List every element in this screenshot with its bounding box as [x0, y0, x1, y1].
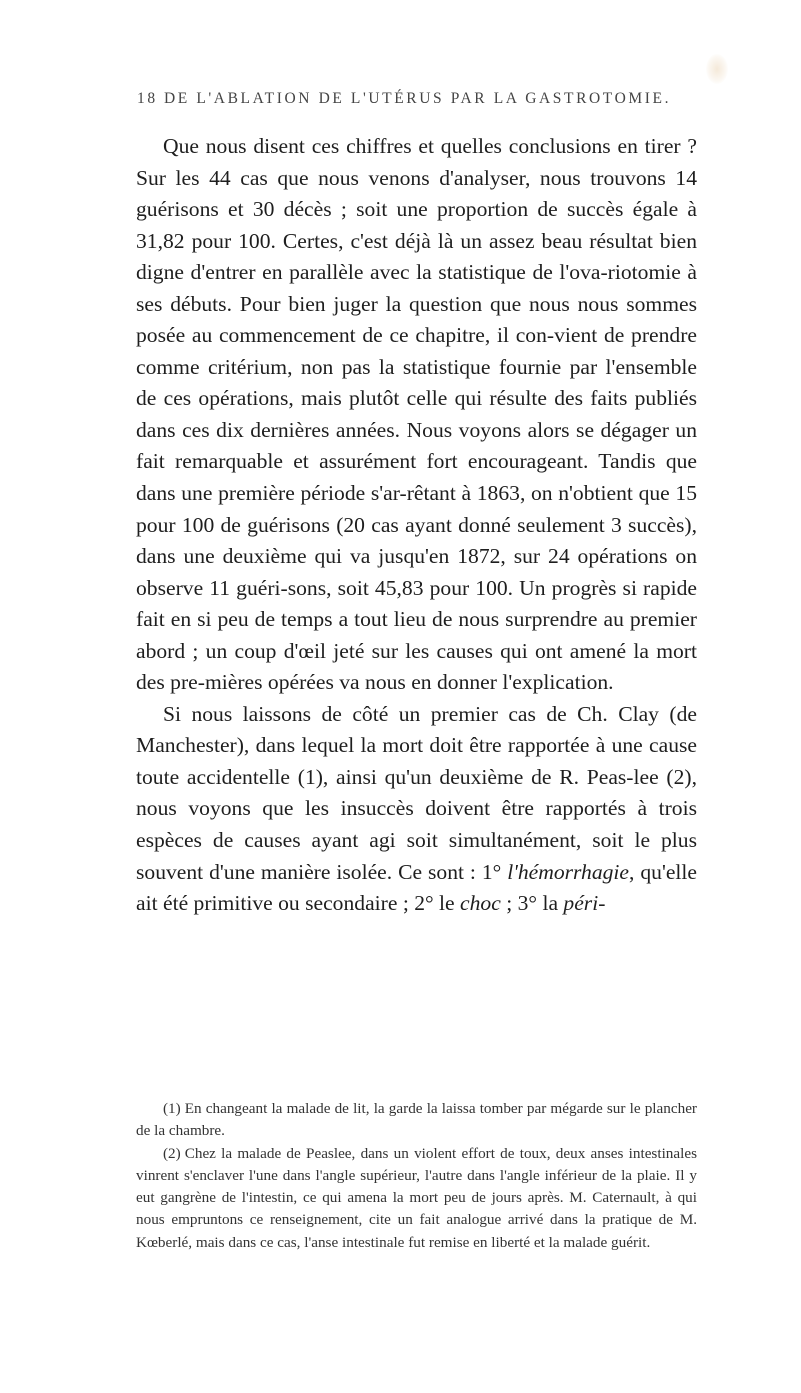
page-number: 18	[137, 90, 158, 107]
footnote-text: Chez la malade de Peaslee, dans un violent effort de toux, deux anses intestinales vinrent s'enclaver l'une dans l'angle supérieur, l'autre dans l'angle inférieur de la plaie. Il y eut gangrène de l'intestin, ce qui amena la mort peu de jours après. M. Caternault, à qui nous empruntons ce renseignement, cite un fait analogue arrivé dans la pratique de M. Kœberlé, mais dans ce cas, l'anse intestinale fut remise en liberté et la malade guérit.	[136, 1144, 697, 1251]
footnote-text: En changeant la malade de lit, la garde la laissa tomber par mégarde sur le plancher de la chambre.	[136, 1100, 697, 1140]
paragraph-text: , qu'elle ait été primitive ou secondaire ; 2° le	[136, 859, 697, 916]
emphasis-hemorrhagie: l'hémorrhagie	[507, 859, 630, 884]
footnote-marker: (1)	[163, 1100, 181, 1117]
emphasis-choc: choc	[460, 891, 501, 916]
paragraph: Que nous disent ces chiffres et quelles conclusions en tirer ? Sur les 44 cas que nous venons d'analyser, nous trouvons 14 guérisons et 30 décès ; soit une proportion de succès égale à 31,82 pour 100. Certes, c'est déjà là un assez beau résultat bien digne d'entrer en parallèle avec la statistique de l'ova-riotomie à ses débuts. Pour bien juger la question que nous nous sommes posée au commencement de ce chapitre, il con-vient de prendre comme critérium, non pas la statistique fournie par l'ensemble de ces opérations, mais plutôt celle qui résulte des faits publiés dans ces dix dernières années. Nous voyons alors se dégager un fait remarquable et assurément fort encourageant. Tandis que dans une première période s'ar-rêtant à 1863, on n'obtient que 15 pour 100 de guérisons (20 cas ayant donné seulement 3 succès), dans une deuxième qui va jusqu'en 1872, sur 24 opérations on observe 11 guéri-sons, soit 45,83 pour 100. Un progrès si rapide fait en si peu de temps a tout lieu de nous surprendre au premier abord ; un coup d'œil jeté sur les causes qui ont amené la mort des pre-mières opérées va nous en donner l'explication.	[136, 134, 697, 695]
body-text	[136, 131, 697, 920]
footnote	[136, 1098, 697, 1143]
paragraph-text: ; 3° la	[500, 891, 564, 916]
paragraph-text: Si nous laissons de côté un premier cas de Ch. Clay (de Manchester), dans lequel la mort doit être rapportée à une cause toute accidentelle (1), ainsi qu'un deuxième de R. Peas-lee (2), nous voyons que les insuccès doivent être rapportés à trois espèces de causes ayant agi soit simultanément, soit le plus souvent d'une manière isolée. Ce sont : 1°	[136, 701, 697, 884]
running-title: DE L'ABLATION DE L'UTÉRUS PAR LA GASTROTOMIE.	[164, 90, 672, 107]
emphasis-peri: péri-	[563, 891, 606, 916]
footnote	[136, 1143, 697, 1254]
footnote-marker: (2)	[163, 1144, 181, 1162]
footnotes	[136, 1098, 697, 1254]
paragraph	[136, 699, 697, 920]
running-head	[137, 90, 697, 114]
paper-stain	[706, 54, 728, 84]
